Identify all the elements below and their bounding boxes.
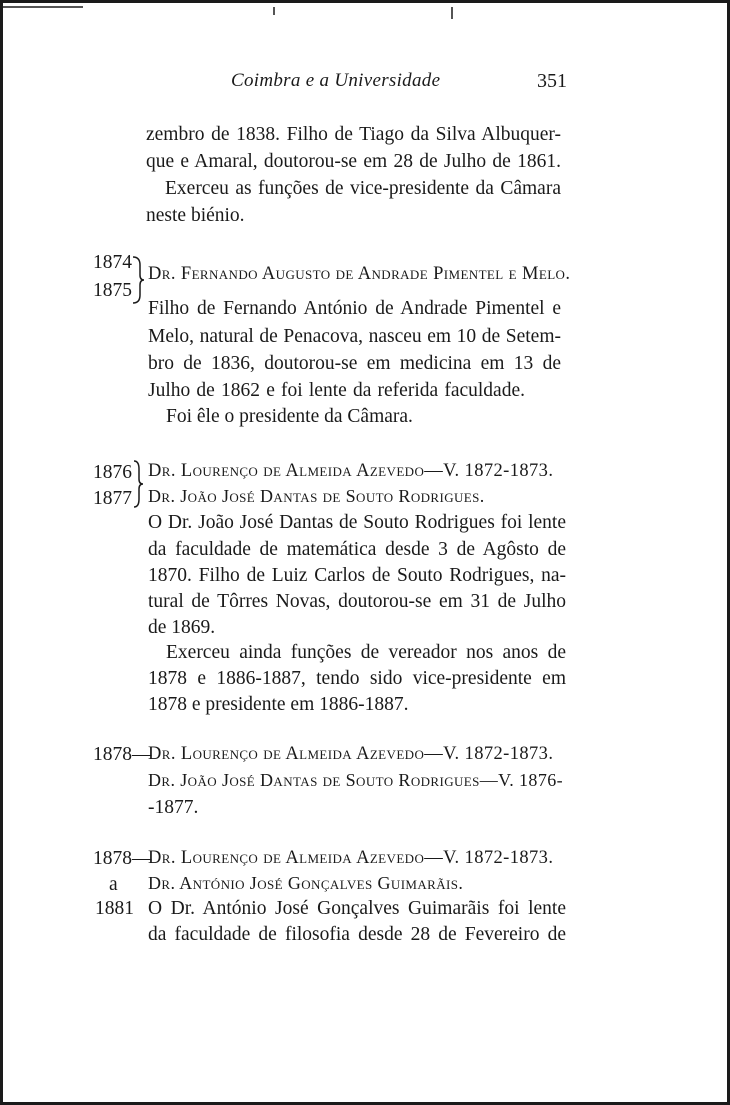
scan-mark-top [273, 7, 275, 15]
entry1-name: Dr. Fernando Augusto de Andrade Pimentel e Melo. [148, 264, 571, 284]
entry2-line-4: tural de Tôrres Novas, doutorou-se em 31 de Julho [148, 591, 566, 612]
entry2-line-1: O Dr. João José Dantas de Souto Rodrigues foi lente [148, 512, 566, 533]
scan-mark-top-right [451, 7, 453, 19]
entry2-year-start: 1876 [93, 462, 132, 483]
entry2-name-1: Dr. Lourenço de Almeida Azevedo—V. 1872-1873. [148, 461, 554, 481]
intro-line-3: Exerceu as funções de vice-presidente da Câmara [165, 178, 561, 199]
intro-line-2: que e Amaral, doutorou-se em 28 de Julho de 1861. [146, 151, 561, 172]
entry3-name-1: Dr. Lourenço de Almeida Azevedo—V. 1872-1873. [148, 744, 554, 764]
entry1-line-4: Julho de 1862 e foi lente da referida faculdade. [148, 380, 525, 401]
entry2-line-3: 1870. Filho de Luiz Carlos de Souto Rodrigues, na- [148, 565, 566, 586]
entry4-line-2: da faculdade de filosofia desde 28 de Fevereiro de [148, 924, 566, 945]
entry4-name-2: Dr. António José Gonçalves Guimarãis. [148, 873, 464, 893]
entry1-line-5: Foi êle o presidente da Câmara. [166, 406, 413, 427]
entry1-line-2: Melo, natural de Penacova, nasceu em 10 de Setem- [148, 326, 561, 347]
entry2-line-5: de 1869. [148, 617, 216, 638]
entry3-name-2-cont: -1877. [148, 797, 199, 818]
entry1-line-1: Filho de Fernando António de Andrade Pimentel e [148, 298, 561, 319]
entry1-line-3: bro de 1836, doutorou-se em medicina em 13 de [148, 353, 561, 374]
entry3-name-2: Dr. João José Dantas de Souto Rodrigues—V. 1876- [148, 770, 564, 790]
entry4-line-1: O Dr. António José Gonçalves Guimarãis foi lente [148, 898, 566, 919]
entry4-name-1: Dr. Lourenço de Almeida Azevedo—V. 1872-1873. [148, 848, 554, 868]
entry1-year-end: 1875 [93, 280, 132, 301]
entry2-line-2: da faculdade de matemática desde 3 de Agôsto de [148, 539, 566, 560]
intro-line-4: neste biénio. [146, 205, 245, 226]
entry2-line-8: 1878 e presidente em 1886-1887. [148, 694, 409, 715]
running-title: Coimbra e a Universidade [231, 70, 441, 91]
page-number: 351 [537, 70, 567, 92]
entry2-name-2: Dr. João José Dantas de Souto Rodrigues. [148, 486, 485, 506]
entry3-year: 1878— [93, 744, 152, 765]
scan-mark-top-left [3, 6, 83, 8]
entry2-line-7: 1878 e 1886-1887, tendo sido vice-presidente em [148, 668, 566, 689]
entry2-line-6: Exerceu ainda funções de vereador nos anos de [166, 642, 566, 663]
intro-line-1: zembro de 1838. Filho de Tiago da Silva Albuquer- [146, 124, 561, 145]
entry2-year-end: 1877 [93, 488, 132, 509]
running-header [3, 66, 727, 96]
entry2-brace [132, 459, 144, 509]
entry1-brace [131, 255, 145, 305]
entry4-year-start: 1878— [93, 848, 152, 869]
entry4-year-mid: a [109, 874, 118, 895]
entry1-year-start: 1874 [93, 252, 132, 273]
entry4-year-end: 1881 [95, 898, 134, 919]
